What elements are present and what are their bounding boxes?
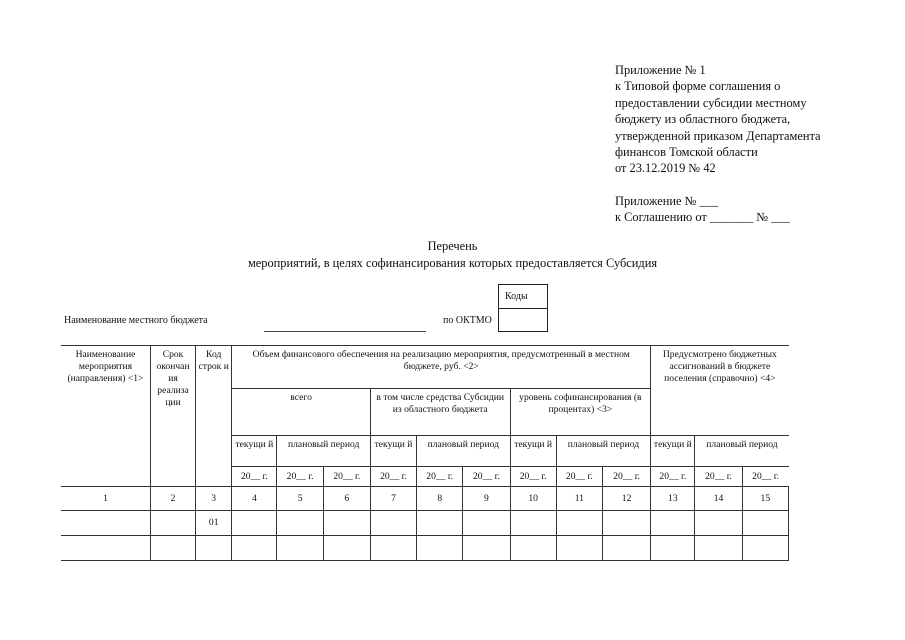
year-cell: 20__ г. xyxy=(417,467,463,487)
document-subtitle: мероприятий, в целях софинансирования которых предоставляется Субсидия xyxy=(247,256,658,270)
data-cell[interactable] xyxy=(602,536,650,561)
header-current-year: текущи й xyxy=(651,436,695,467)
data-cell[interactable] xyxy=(742,536,788,561)
data-cell[interactable] xyxy=(510,511,556,536)
column-number: 15 xyxy=(742,487,788,511)
header-planning-period: плановый период xyxy=(695,436,789,467)
appendix-header xyxy=(615,62,821,177)
codes-box xyxy=(498,284,548,332)
data-cell[interactable] xyxy=(277,511,323,536)
appendix-agreement-line: к Соглашению от _______ № ___ xyxy=(615,210,790,225)
data-cell[interactable] xyxy=(61,511,150,536)
table-row xyxy=(61,536,789,561)
data-cell[interactable] xyxy=(150,511,195,536)
column-number: 6 xyxy=(323,487,370,511)
column-number: 7 xyxy=(370,487,416,511)
header-planning-period: плановый период xyxy=(277,436,370,467)
header-current-year: текущи й xyxy=(232,436,277,467)
codes-label: Коды xyxy=(499,285,547,309)
data-cell[interactable] xyxy=(742,511,788,536)
column-number: 14 xyxy=(695,487,742,511)
header-measure-name: Наименование мероприятия (направления) <1> xyxy=(61,346,150,487)
column-number: 3 xyxy=(196,487,232,511)
budget-name-label: Наименование местного бюджета xyxy=(64,315,208,326)
data-cell[interactable] xyxy=(602,511,650,536)
header-total: всего xyxy=(232,389,371,436)
year-cell: 20__ г. xyxy=(556,467,602,487)
year-cell: 20__ г. xyxy=(323,467,370,487)
appendix-line: финансов Томской области xyxy=(615,145,758,160)
row-code-cell: 01 xyxy=(196,511,232,536)
data-cell[interactable] xyxy=(196,536,232,561)
data-cell[interactable] xyxy=(323,536,370,561)
data-cell[interactable] xyxy=(417,536,463,561)
column-number: 5 xyxy=(277,487,323,511)
year-cell: 20__ г. xyxy=(695,467,742,487)
column-number: 2 xyxy=(150,487,195,511)
year-cell: 20__ г. xyxy=(463,467,510,487)
header-cofinancing-level: уровень софинансирования (в процентах) <3> xyxy=(510,389,651,436)
data-cell[interactable] xyxy=(232,536,277,561)
appendix-line: Приложение № 1 xyxy=(615,63,706,77)
year-cell: 20__ г. xyxy=(232,467,277,487)
year-cell: 20__ г. xyxy=(510,467,556,487)
data-cell[interactable] xyxy=(370,511,416,536)
column-number: 1 xyxy=(61,487,150,511)
measures-table xyxy=(61,345,789,561)
data-cell[interactable] xyxy=(651,536,695,561)
year-cell: 20__ г. xyxy=(742,467,788,487)
data-cell[interactable] xyxy=(61,536,150,561)
header-deadline: Срок окончан ия реализа ции xyxy=(150,346,195,487)
data-cell[interactable] xyxy=(651,511,695,536)
header-current-year: текущи й xyxy=(510,436,556,467)
data-cell[interactable] xyxy=(323,511,370,536)
data-cell[interactable] xyxy=(370,536,416,561)
column-number: 10 xyxy=(510,487,556,511)
header-planning-period: плановый период xyxy=(556,436,650,467)
appendix-line: утвержденной приказом Департамента xyxy=(615,128,821,143)
appendix-agreement-line: Приложение № ___ xyxy=(615,194,719,208)
data-cell[interactable] xyxy=(417,511,463,536)
header-financing-volume: Объем финансового обеспечения на реализацию мероприятия, предусмотренный в местном бюджете, руб. <2> xyxy=(232,346,651,389)
header-planning-period: плановый период xyxy=(417,436,510,467)
year-cell: 20__ г. xyxy=(370,467,416,487)
column-number: 11 xyxy=(556,487,602,511)
data-cell[interactable] xyxy=(277,536,323,561)
appendix-line: к Типовой форме соглашения о xyxy=(615,79,781,94)
year-cell: 20__ г. xyxy=(651,467,695,487)
data-cell[interactable] xyxy=(232,511,277,536)
column-number: 13 xyxy=(651,487,695,511)
year-cell: 20__ г. xyxy=(602,467,650,487)
appendix-agreement xyxy=(615,193,790,226)
appendix-line: бюджету из областного бюджета, xyxy=(615,112,791,127)
data-cell[interactable] xyxy=(556,536,602,561)
header-current-year: текущи й xyxy=(370,436,416,467)
column-number: 8 xyxy=(417,487,463,511)
budget-name-field xyxy=(264,331,426,332)
header-provided-allocations: Предусмотрено бюджетных ассигнований в бюджете поселения (справочно) <4> xyxy=(651,346,789,436)
column-number: 4 xyxy=(232,487,277,511)
column-number-row xyxy=(61,487,789,511)
document-title: Перечень xyxy=(427,239,478,253)
header-subsidy: в том числе средства Субсидии из областного бюджета xyxy=(370,389,510,436)
appendix-line: предоставлении субсидии местному xyxy=(615,95,807,110)
data-cell[interactable] xyxy=(695,536,742,561)
data-cell[interactable] xyxy=(695,511,742,536)
header-row xyxy=(61,346,789,389)
oktmo-label: по ОКТМО xyxy=(443,315,492,326)
data-cell[interactable] xyxy=(463,536,510,561)
column-number: 12 xyxy=(602,487,650,511)
data-cell[interactable] xyxy=(510,536,556,561)
year-cell: 20__ г. xyxy=(277,467,323,487)
data-cell[interactable] xyxy=(150,536,195,561)
data-cell[interactable] xyxy=(463,511,510,536)
table-row xyxy=(61,511,789,536)
appendix-line: от 23.12.2019 № 42 xyxy=(615,161,716,176)
data-cell[interactable] xyxy=(556,511,602,536)
column-number: 9 xyxy=(463,487,510,511)
header-row-code: Код строк и xyxy=(196,346,232,487)
